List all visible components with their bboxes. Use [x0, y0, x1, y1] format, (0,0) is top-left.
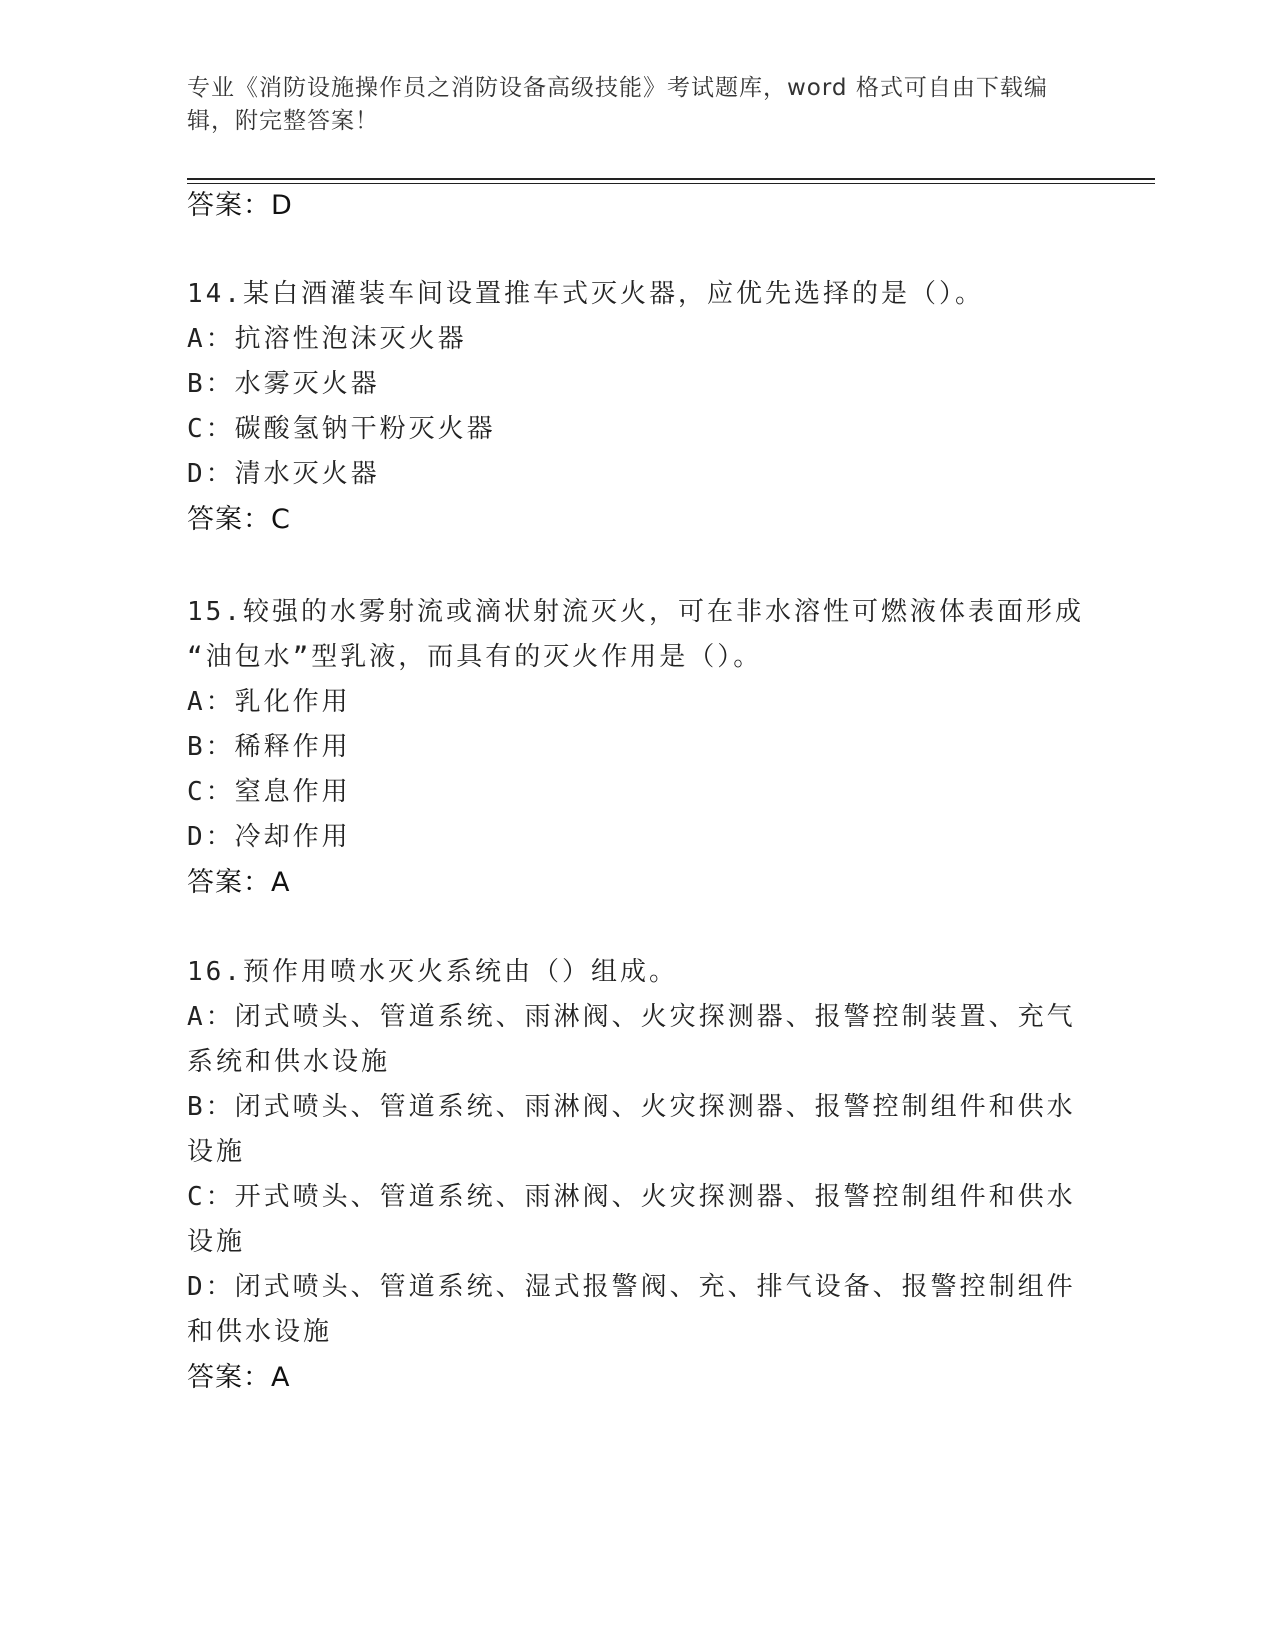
header-line-1: 专业《消防设施操作员之消防设备高级技能》考试题库，word 格式可自由下载编	[187, 75, 1048, 101]
option-c: C：碳酸氢钠干粉灭火器	[187, 414, 496, 444]
option-d-line-2: 和供水设施	[187, 1317, 333, 1347]
previous-answer-block	[187, 183, 1087, 228]
option-a: A：抗溶性泡沫灭火器	[187, 324, 467, 354]
header-divider	[187, 178, 1155, 180]
question-15	[187, 590, 1087, 905]
option-b: B：水雾灭火器	[187, 369, 380, 399]
question-stem: 14.某白酒灌装车间设置推车式灭火器，应优先选择的是（）。	[187, 279, 984, 309]
answer-label: 答案：A	[187, 1362, 291, 1393]
question-14	[187, 272, 1087, 542]
question-stem: 16.预作用喷水灭火系统由（）组成。	[187, 957, 678, 987]
question-stem-line-1: 15.较强的水雾射流或滴状射流灭火，可在非水溶性可燃液体表面形成	[187, 597, 1084, 627]
question-stem-line-2: “油包水”型乳液，而具有的灭火作用是（）。	[187, 642, 763, 672]
option-a-line-1: A：闭式喷头、管道系统、雨淋阀、火灾探测器、报警控制装置、充气	[187, 1002, 1076, 1032]
option-d-line-1: D：闭式喷头、管道系统、湿式报警阀、充、排气设备、报警控制组件	[187, 1272, 1076, 1302]
option-b-line-1: B：闭式喷头、管道系统、雨淋阀、火灾探测器、报警控制组件和供水	[187, 1092, 1076, 1122]
option-b-line-2: 设施	[187, 1137, 246, 1167]
answer-label: 答案：C	[187, 504, 291, 535]
option-a: A：乳化作用	[187, 687, 351, 717]
option-a-line-2: 系统和供水设施	[187, 1047, 391, 1077]
answer-label: 答案：D	[187, 190, 293, 221]
option-c-line-1: C：开式喷头、管道系统、雨淋阀、火灾探测器、报警控制组件和供水	[187, 1182, 1076, 1212]
document-header	[187, 72, 1087, 138]
option-c-line-2: 设施	[187, 1227, 246, 1257]
option-c: C：窒息作用	[187, 777, 351, 807]
option-b: B：稀释作用	[187, 732, 351, 762]
header-line-2: 辑，附完整答案！	[187, 108, 379, 134]
answer-label: 答案：A	[187, 867, 291, 898]
question-16	[187, 950, 1087, 1400]
option-d: D：清水灭火器	[187, 459, 380, 489]
option-d: D：冷却作用	[187, 822, 351, 852]
